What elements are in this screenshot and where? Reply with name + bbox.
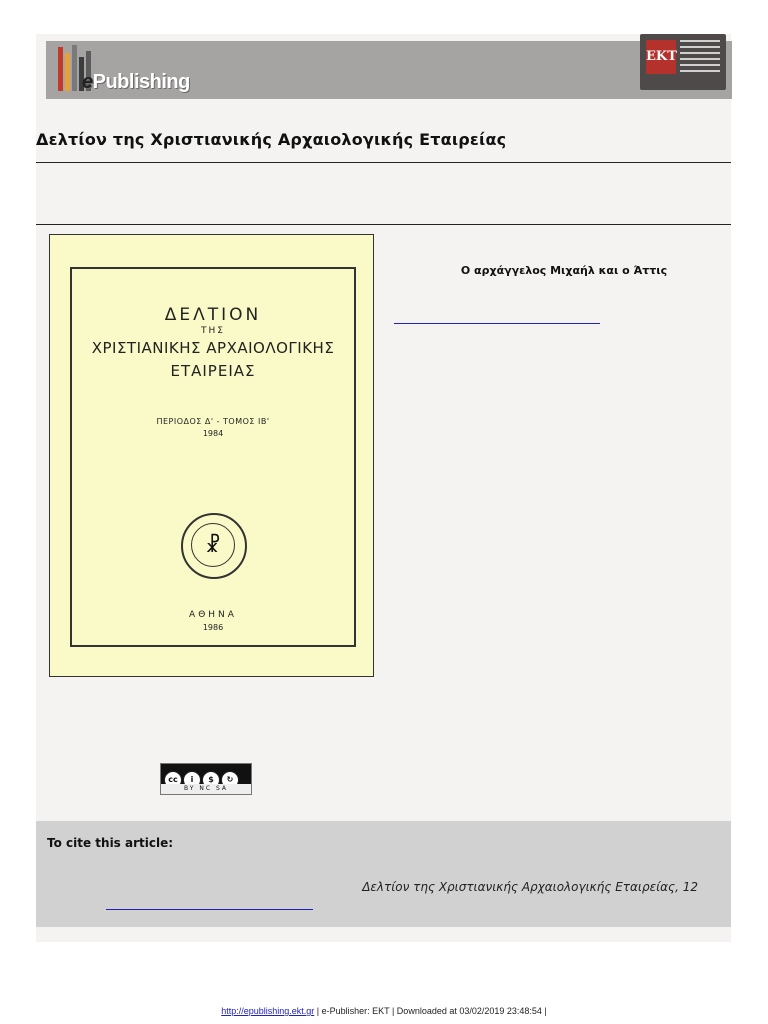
divider — [36, 224, 731, 225]
ekt-caption-lines — [680, 40, 720, 76]
cover-title-line: ΔΕΛΤΙΟΝ — [164, 305, 262, 325]
cite-link[interactable] — [106, 909, 313, 910]
cc-by-nc-sa-icon[interactable] — [160, 763, 252, 795]
document-page — [36, 34, 731, 942]
logo-prefix: e — [82, 71, 93, 93]
cover-city: ΑΘΗΝΑ — [189, 610, 237, 620]
logo-bar — [72, 45, 77, 91]
sa-icon: ↻ — [221, 771, 239, 789]
footer-text: | e-Publisher: EKT | Downloaded at 03/02/2019 23:48:54 | — [314, 1006, 547, 1016]
by-icon: i — [183, 771, 201, 789]
logo-bar — [65, 53, 70, 91]
cite-reference: Δελτίον της Χριστιανικής Αρχαιολογικής Εταιρείας, 12 — [362, 880, 698, 894]
cover-period: ΠΕΡΙΟΔΟΣ Δ' - ΤΟΜΟΣ ΙΒ' — [156, 417, 270, 426]
cover-pub-year: 1986 — [202, 623, 224, 632]
article-title: Ο αρχάγγελος Μιχαήλ και ο Άττις — [460, 264, 668, 277]
journal-cover-image — [49, 234, 374, 677]
society-seal-icon — [181, 513, 247, 579]
cover-title-line: ΕΤΑΙΡΕΙΑΣ — [170, 362, 256, 380]
cc-labels: BY NC SA — [161, 784, 251, 794]
cc-icon: cc — [164, 771, 182, 789]
divider — [36, 162, 731, 163]
chi-rho-icon: ☧ — [191, 523, 235, 567]
cover-title-line: ΤΗΣ — [201, 326, 225, 336]
cc-icons — [164, 767, 248, 783]
epublishing-logo[interactable] — [52, 43, 192, 97]
cover-year: 1984 — [202, 429, 224, 438]
header-banner — [46, 41, 732, 99]
citation-box — [36, 821, 731, 927]
logo-bar — [58, 47, 63, 91]
nc-icon: $ — [202, 771, 220, 789]
cite-label: To cite this article: — [47, 836, 174, 850]
article-link[interactable] — [394, 323, 600, 324]
journal-title: Δελτίον της Χριστιανικής Αρχαιολογικής Εταιρείας — [36, 130, 507, 149]
footer-link[interactable]: http://epublishing.ekt.gr — [221, 1006, 315, 1016]
ekt-mark: EKT — [646, 40, 676, 74]
footer — [0, 1006, 768, 1016]
logo-text — [82, 71, 190, 94]
ekt-logo[interactable] — [640, 34, 726, 90]
cover-frame — [70, 267, 356, 647]
logo-word: Publishing — [92, 71, 190, 93]
cover-title-line: ΧΡΙΣΤΙΑΝΙΚΗΣ ΑΡΧΑΙΟΛΟΓΙΚΗΣ — [91, 339, 335, 357]
